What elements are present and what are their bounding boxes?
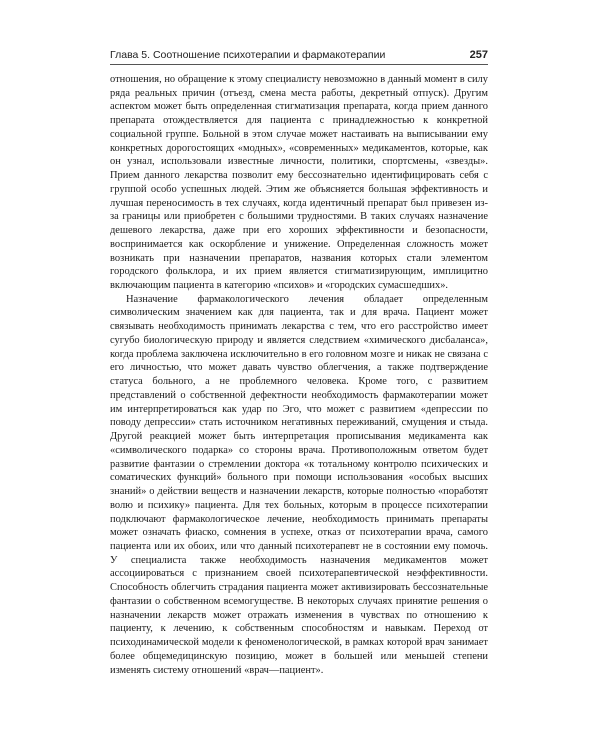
page-number: 257	[469, 49, 488, 61]
paragraph: Назначение фармакологического лечения обладает определенным символическим значением как для пациента, так и для врача. Пациент может связывать необходимость принимать лекарства с тем, что его расстройство имеет сугубо биологическую природу и является следствием «химического дисбаланса», когда проблема заключена исключительно в его головном мозге и никак не связана с его личностью, что может давать чувство облегчения, а также подтверждение статуса больного, а не проблемного человека. Кроме того, с развитием представлений о собственной дефектности необходимость фармакотерапии может им интерпретироваться как удар по Эго, что может с развитием «депрессии по поводу депрессии» стать источником негативных переживаний, смущения и стыда. Другой реакцией может быть интерпретация прописывания медикамента как «символического подарка» со стороны врача. Противоположным ответом будет развитие фантазии о стремлении доктора «к тотальному контролю психических и соматических функций» больного при помощи использования «особых высших знаний» о действии веществ и назначении лекарств, которые полностью «поработят волю и психику» пациента. Для тех больных, которым в процессе психотерапии подключают фармакологическое лечение, необходимость принимать препараты может означать фиаско, сомнения в успехе, отказ от психотерапии врача, самого пациента или их обоих, или что данный психотерапевт не в состоянии ему помочь. У специалиста также необходимость назначения медикаментов может ассоциироваться с признанием своей психотерапевтической неэффективности. Способность облегчить страдания пациента может активизировать бессознательные фантазии о собственном всемогуществе. В некоторых случаях принятие решения о назначении лекарств может отражать изменения в чувствах по отношению к пациенту, к лечению, к собственным способностям и навыкам. Переход от психодинамической модели к феноменологической, в рамках которой врач занимает более общемедицинскую позицию, может в большей или меньшей степени изменять систему отношений «врач—пациент».	[110, 293, 488, 676]
body-text	[110, 73, 488, 677]
paragraph: отношения, но обращение к этому специалисту невозможно в данный момент в силу ряда реальных причин (отъезд, смена места работы, декретный отпуск). Другим аспектом может быть определенная стигматизация препарата, когда прием данного препарата отождествляется для пациента с принадлежностью к конкретной социальной группе. Больной в этом случае может настаивать на выписывании ему конкретных дорогостоящих «модных», «современных» медикаментов, которые, как он узнал, использовали известные личности, политики, спортсмены, «звезды». Прием данного лекарства позволит ему бессознательно идентифицировать себя с группой особо успешных людей. Этим же объясняется большая эффективность и лучшая переносимость в тех случаях, когда идентичный препарат был привезен из-за границы или приобретен с большими трудностями. В таких случаях назначение дешевого лекарства, даже при его хороших эффективности и безопасности, воспринимается как оскорбление и унижение. Определенная сложность может возникать при назначении препаратов, названия которых стали элементом городского фольклора, и их прием является стигматизирующим, имплицитно включающим пациента в категорию «психов» и «городских сумасшедших».	[110, 74, 488, 292]
running-header	[110, 49, 488, 65]
chapter-title: Глава 5. Соотношение психотерапии и фармакотерапии	[110, 49, 386, 61]
